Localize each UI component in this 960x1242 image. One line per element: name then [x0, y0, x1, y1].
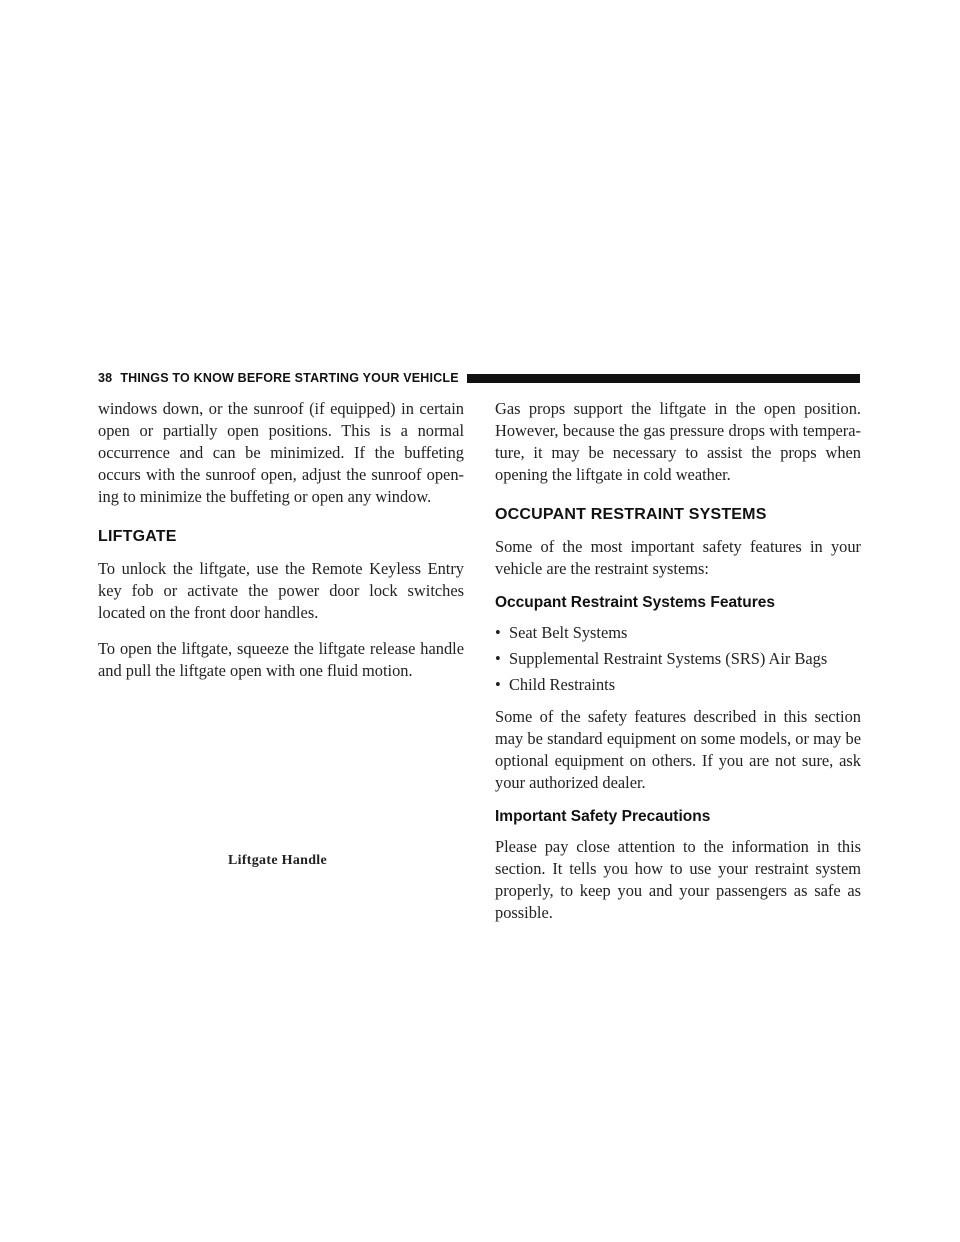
bullet-icon: • [495, 649, 501, 668]
list-item-label: Child Restraints [509, 675, 616, 694]
list-item [495, 674, 861, 696]
list-item [495, 648, 861, 670]
liftgate-heading: LIFTGATE [98, 528, 177, 545]
precautions-paragraph: Please pay close attention to the information in this section. It tells you how to use your restraint system properly, to keep you and your passengers as safe as possible. [495, 837, 861, 922]
liftgate-open-paragraph: To open the liftgate, squeeze the liftgate release handle and pull the liftgate open with one fluid motion. [98, 639, 464, 680]
figure-caption: Liftgate Handle [228, 853, 327, 868]
list-item-label: Seat Belt Systems [509, 623, 628, 642]
bullet-icon: • [495, 623, 501, 642]
occupant-restraint-heading: OCCUPANT RESTRAINT SYSTEMS [495, 506, 767, 523]
list-item-label: Supplemental Restraint Systems (SRS) Air Bags [509, 649, 828, 668]
bullet-icon: • [495, 675, 501, 694]
features-list [495, 622, 861, 696]
right-column [495, 398, 861, 938]
restraint-intro-paragraph: Some of the most important safety features in your vehicle are the restraint systems: [495, 537, 861, 578]
header-rule [467, 374, 860, 383]
liftgate-handle-figure [98, 655, 464, 845]
gas-props-paragraph: Gas props support the liftgate in the open position. However, because the gas pressure drops with tempera- ture, it may be necessary to assist the props when opening the liftgate in cold weather. [495, 399, 861, 484]
features-paragraph: Some of the safety features described in this section may be standard equipment on some models, or may be optional equipment on others. If you are not sure, ask your authorized dealer. [495, 707, 861, 792]
intro-paragraph: windows down, or the sunroof (if equipped) in certain open or partially open positions. This is a normal occurrence and can be minimized. If the buffeting occurs with the sunroof open, adjust the sunroof open- ing to minimize the buffeting or open any window. [98, 399, 464, 506]
features-subheading: Occupant Restraint Systems Features [495, 594, 775, 611]
liftgate-unlock-paragraph: To unlock the liftgate, use the Remote Keyless Entry key fob or activate the power door lock switches located on the front door handles. [98, 559, 464, 622]
left-column [98, 398, 464, 696]
list-item [495, 622, 861, 644]
chapter-title: THINGS TO KNOW BEFORE STARTING YOUR VEHICLE [120, 371, 459, 385]
running-header [98, 368, 860, 388]
page-number: 38 [98, 371, 113, 385]
precautions-subheading: Important Safety Precautions [495, 808, 711, 825]
